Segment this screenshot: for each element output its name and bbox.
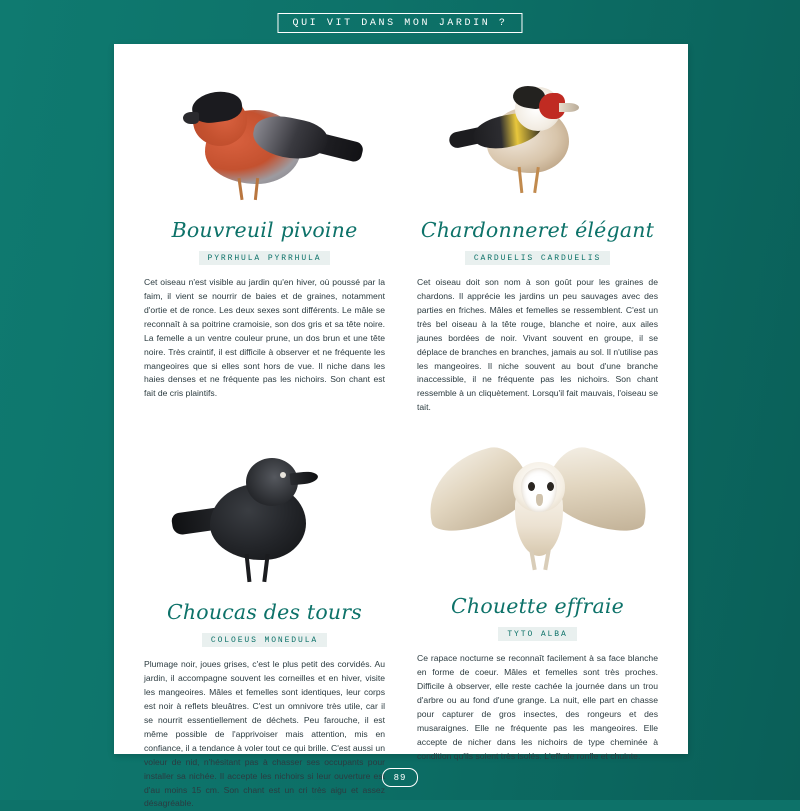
entry-latin-name: TYTO ALBA [498,627,576,641]
entry-latin-name: PYRRHULA PYRRHULA [199,251,331,265]
entry-chouette [401,423,660,811]
entry-description: Cet oiseau doit son nom à son goût pour les graines de chardons. Il apprécie les jardins un peu sauvages avec des parties en friches. Mâles et femelles se ressemblent. C'est un très bel oiseau à la tête rouge, blanche et noire, aux ailes jaunes bordées de noir. Vivant souvent en groupe, il se déplace de branches en branches, jamais au sol. Il n'utilise pas les mangeoires. Il niche souvent au bout d'une branche inaccessible, il ne fréquente pas les nichoirs. Son chant ressemble à un cliquètement. Lorsqu'il fait mauvais, l'oiseau se tait. [417,277,658,413]
page-header-title: QUI VIT DANS MON JARDIN ? [277,13,522,33]
entry-description: Plumage noir, joues grises, c'est le plus petit des corvidés. Au jardin, il accompagne souvent les corneilles et en hiver, visite les mangeoires. Mâles et femelles sont identiques, leur corps est noir à reflets bleuâtres. C'est un omnivore très utile, car il se nourrit essentiellement de déchets. Peu farouche, il est même possible de l'apprivoiser mais attention, mis en confiance, il a tendance à voler tout ce qui brille. C'est aussi un voleur de nid, n'hésitant pas à chasser ses occupants pour installer sa nichée. Il accepte les nichoirs si leur ouverture est d'au moins 15 cm. Son chant est un cri très aigu et assez désagréable. [144,659,385,809]
entry-description: Ce rapace nocturne se reconnaît facilement à sa face blanche en forme de coeur. Mâles et femelles sont très proches. Difficile à observer, elle reste cachée la journée dans un trou d'arbre ou au fond d'une grange. La nuit, elle part en chasse pour capturer de gros insectes, des rongeurs et des musaraignes. Elle ne fréquente pas les mangeoires. Elle accepte de nicher dans les nichoirs de type cheminée à condition qu'ils soient très isolés. L'effraie ronfle et chuinte. [417,653,658,761]
entry-chardonneret [401,62,660,415]
entry-bouvreuil [142,62,401,415]
bullfinch-illustration [142,62,387,212]
entry-latin-name: COLOEUS MONEDULA [202,633,327,647]
entry-name: Chardonneret élégant [420,218,655,242]
entry-choucas [142,429,401,811]
goldfinch-illustration [415,62,660,212]
page-number-badge: 89 [382,768,418,787]
entry-latin-name: CARDUELIS CARDUELIS [465,251,610,265]
entry-name: Choucas des tours [167,600,362,625]
entry-description: Cet oiseau n'est visible au jardin qu'en hiver, où poussé par la faim, il vient se nourrir de baies et de graines, notamment d'ortie et de ronce. Les deux sexes sont différents. Le mâle se reconnaît à sa poitrine cramoisie, son dos gris et sa tête noire. La femelle a un ventre couleur prune, un dos brun et une tête noire. Très craintif, il est difficile à observer et ne fréquente les mangeoires que si elles sont hors de vue. Il niche dans les haies denses et ne fréquente pas les nichoirs. Son chant est fait de cris plaintifs. [144,277,385,399]
entry-name: Bouvreuil pivoine [171,218,358,242]
entry-name: Chouette effraie [451,594,624,619]
barn-owl-illustration [415,423,660,588]
jackdaw-illustration [142,429,387,594]
